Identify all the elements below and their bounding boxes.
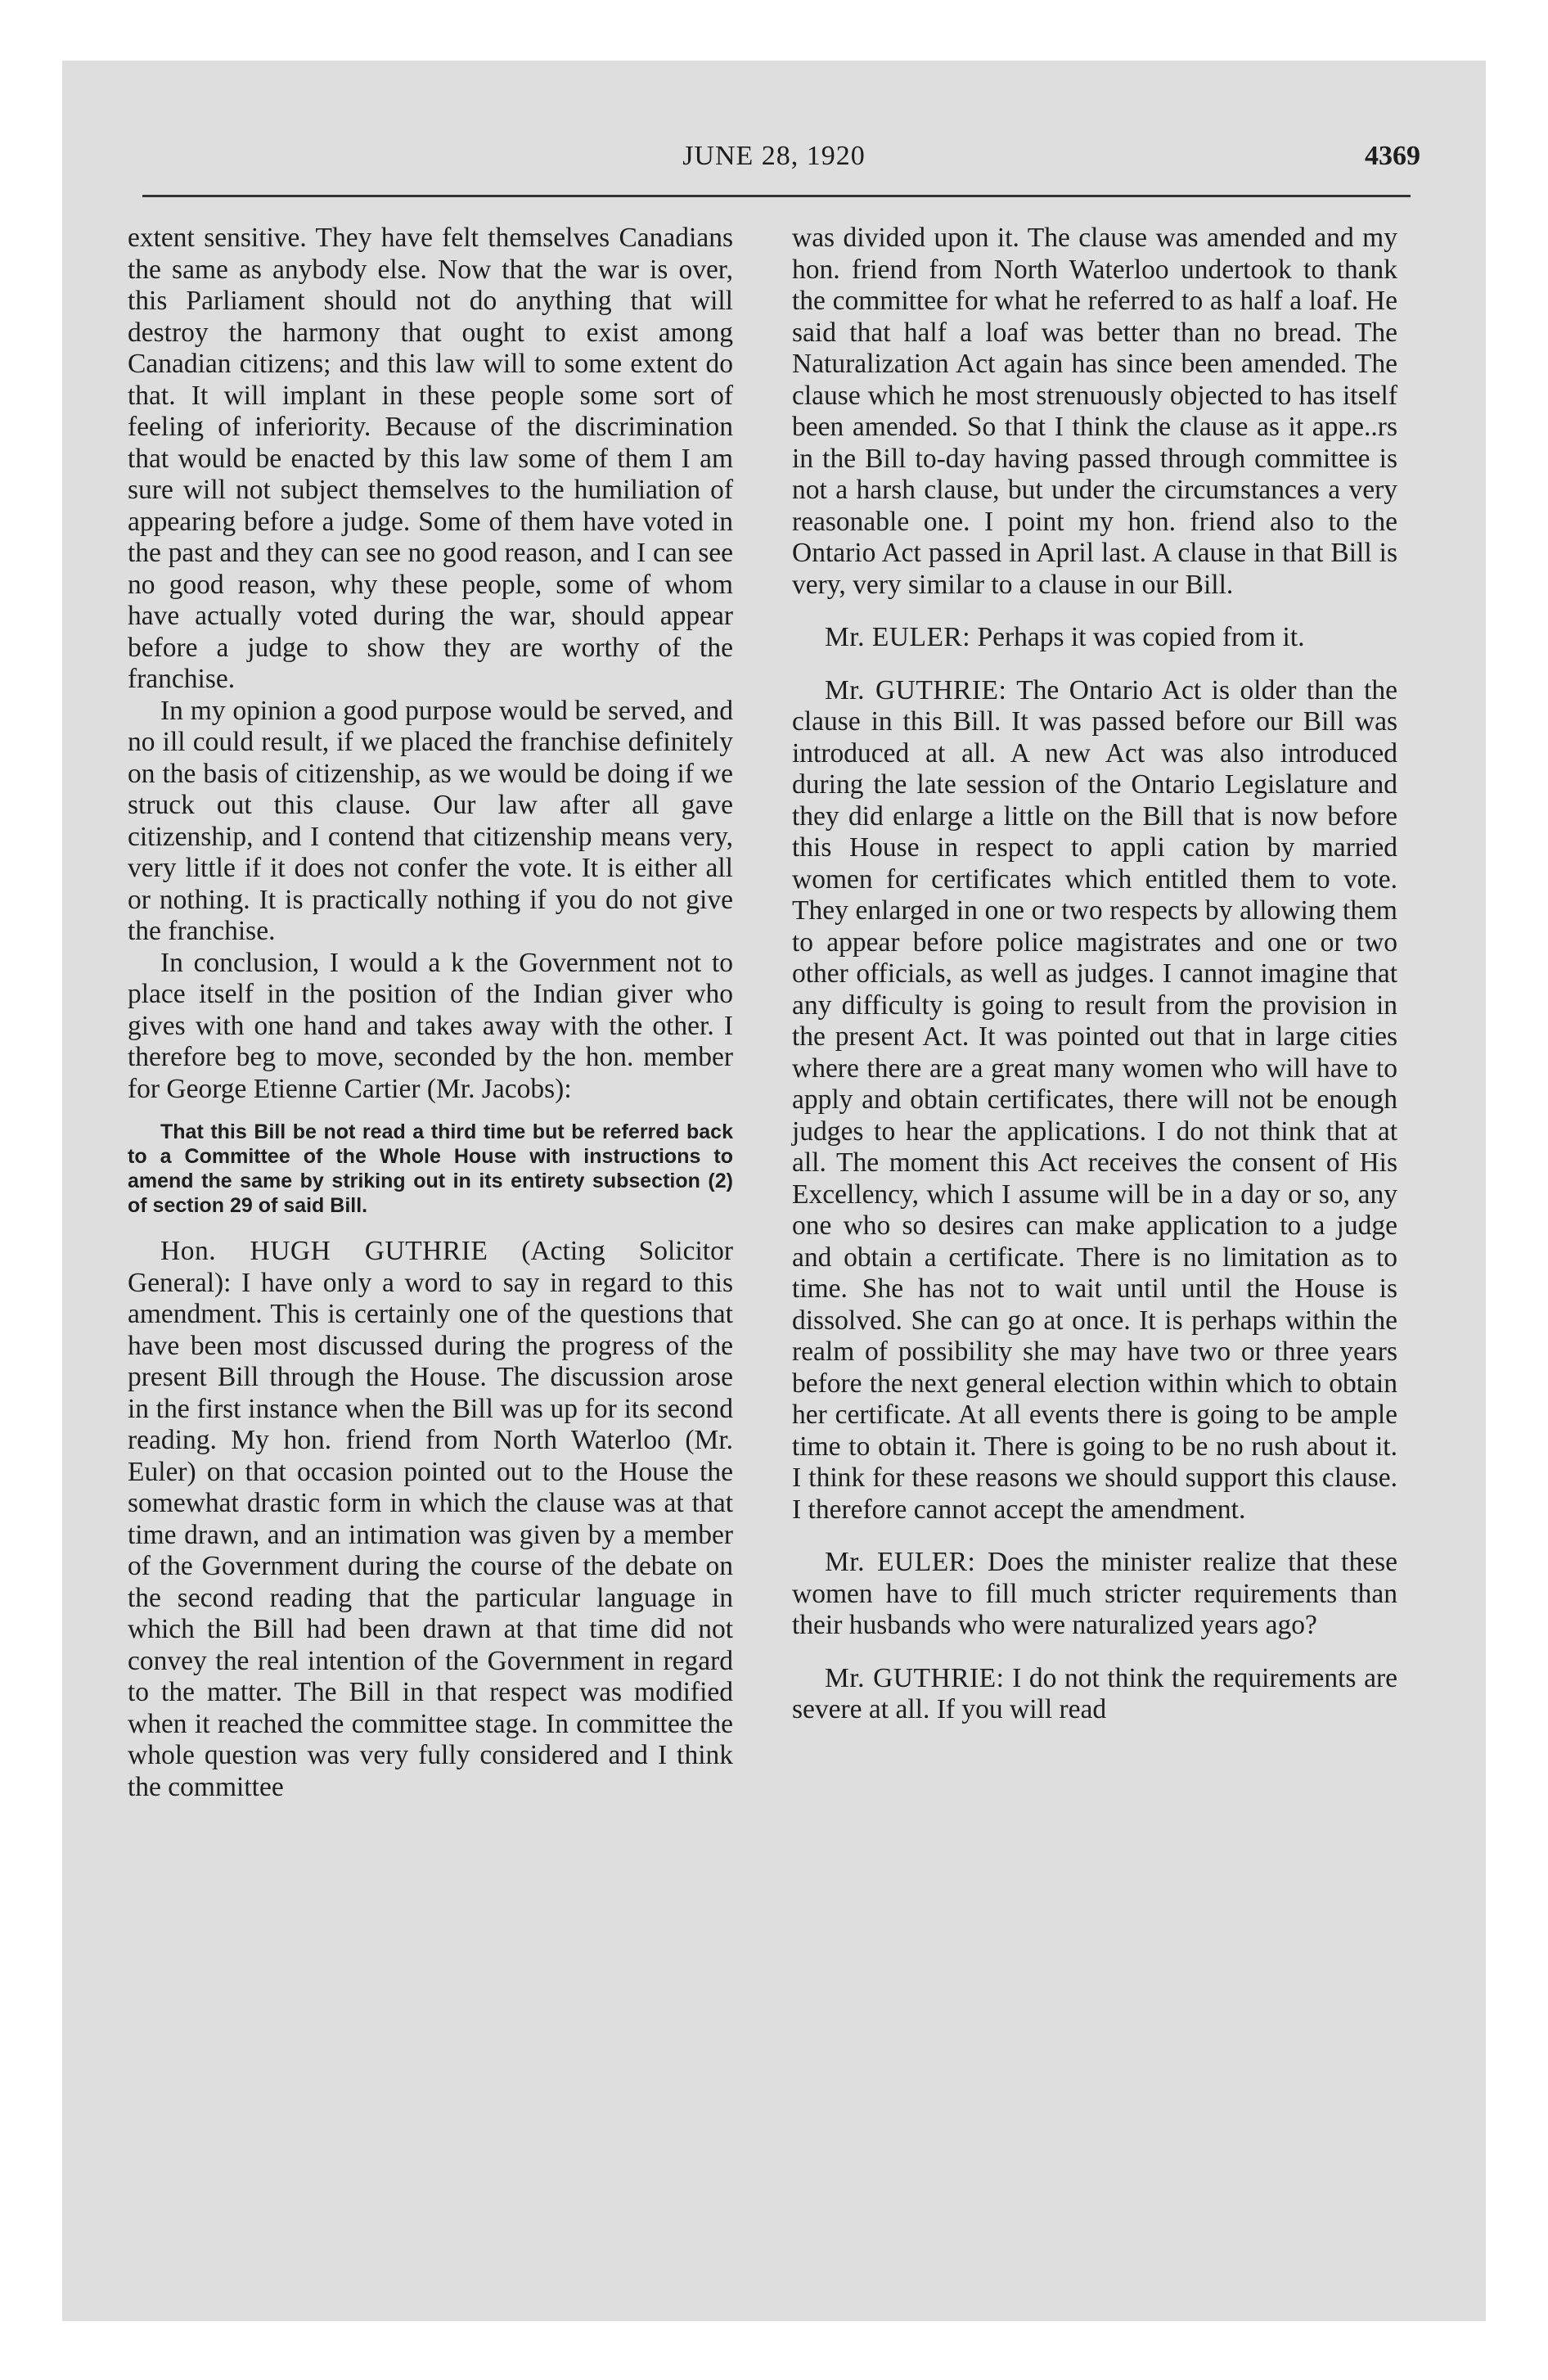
speech-text: Does the minister realize that these women have to fill much stricter requirements than their husbands who were naturalized years ago? (792, 1547, 1397, 1640)
paragraph: In conclusion, I would a k the Government not to place itself in the position of the Indian giver who gives with one hand and takes away with the other. I therefore beg to move, seconded by the hon. member for George Etienne Cartier (Mr. Jacobs): (128, 947, 733, 1104)
speech-text: I do not think the requirements are severe at all. If you will read (792, 1662, 1398, 1724)
motion-body: That this Bill be not read a third time but be referred back to a Committee of the Whole House with instructions to amend the same by striking out in its entirety subsection (2) of section 29 of said Bill. (128, 1120, 733, 1217)
speech-paragraph (792, 622, 1397, 654)
speaker-name: Mr. GUTHRIE: (825, 674, 1007, 705)
paragraph: In my opinion a good purpose would be served, and no ill could result, if we placed the franchise definitely on the basis of citizenship, as we would be doing if we struck out this clause. Our law after all gave citizenship, and I contend that citizenship means very, very little if it does not confer the vote. It is either all or nothing. It is practically nothing if you do not give the franchise. (128, 695, 733, 946)
motion-text (128, 1120, 733, 1218)
speaker-name: Mr. GUTHRIE: (825, 1662, 1005, 1693)
speech-paragraph (792, 1663, 1397, 1726)
speech-paragraph (792, 675, 1397, 1526)
right-column (792, 223, 1397, 1726)
speech-paragraph (792, 1547, 1397, 1642)
page-header (62, 141, 1486, 198)
paragraph: was divided upon it. The clause was amended and my hon. friend from North Waterloo undertook to thank the committee for what he referred to as half a loaf. He said that half a loaf was better than no bread. The Naturalization Act again has since been amended. The clause which he most strenuously objected to has itself been amended. So that I think the clause as it appe..rs in the Bill to-day having passed through committee is not a harsh clause, but under the circumstances a very reasonable one. I point my hon. friend also to the Ontario Act passed in April last. A clause in that Bill is very, very similar to a clause in our Bill. (792, 223, 1397, 600)
speaker-name: Hon. HUGH GUTHRIE (160, 1236, 488, 1266)
left-column (128, 223, 733, 1803)
header-rule (142, 195, 1411, 197)
speaker-name: Mr. EULER: (825, 622, 971, 652)
speaker-name: Mr. EULER: (825, 1547, 976, 1577)
paragraph: extent sensitive. They have felt themselves Canadians the same as anybody else. Now that the war is over, this Parliament should not do anything that will destroy the harmony that ought to exist among Canadian citizens; and this law will to some extent do that. It will implant in these people some sort of feeling of inferiority. Because of the discrimination that would be enacted by this law some of them I am sure will not subject themselves to the humiliation of appearing before a judge. Some of them have voted in the past and they can see no good reason, and I can see no good reason, why these people, some of whom have actually voted during the war, should appear before a judge to show they are worthy of the franchise. (128, 223, 733, 694)
speech-paragraph (128, 1236, 733, 1803)
speech-text: The Ontario Act is older than the clause in this Bill. It was passed before our Bill was introduced at all. A new Act was also introduced during the late session of the Ontario Legislature and they did enlarge a little on the Bill that is now before this House in respect to appli cation by married women for certificates which entitled them to vote. They enlarged in one or two respects by allowing them to appear before police magistrates and one or two other officials, as well as judges. I cannot imagine that any difficulty is going to result from the provision in the present Act. It was pointed out that in large cities where there are a great many women who will have to apply and obtain certificates, there will not be enough judges to hear the applications. I do not think that at all. The moment this Act receives the consent of His Excellency, which I assume will be in a day or so, any one who so desires can make application to a judge and obtain a certificate. There is no limitation as to time. She has not to wait until until the House is dissolved. She can go at once. It is perhaps within the realm of possibility she may have two or three years before the next general election within which to obtain her certificate. At all events there is going to be ample time to obtain it. There is going to be no rush about it. I think for these reasons we should support this clause. I therefore cannot accept the amendment. (792, 674, 1398, 1525)
page-sheet (62, 61, 1486, 2321)
speech-text: (Acting Solicitor General): I have only a word to say in regard to this amendment. This is certainly one of the questions that have been most discussed during the progress of the present Bill through the House. The discussion arose in the first instance when the Bill was up for its second reading. My hon. friend from North Waterloo (Mr. Euler) on that occasion pointed out to the House the somewhat drastic form in which the clause was at that time drawn, and an intimation was given by a member of the Government during the course of the debate on the second reading that the particular language in which the Bill had been drawn at that time did not convey the real intention of the Government in regard to the matter. The Bill in that respect was modified when it reached the committee stage. In committee the whole question was very fully considered and I think the committee (128, 1236, 733, 1802)
page-number: 4369 (1365, 141, 1420, 171)
page-date: JUNE 28, 1920 (682, 141, 866, 171)
speech-text: Perhaps it was copied from it. (970, 622, 1305, 652)
